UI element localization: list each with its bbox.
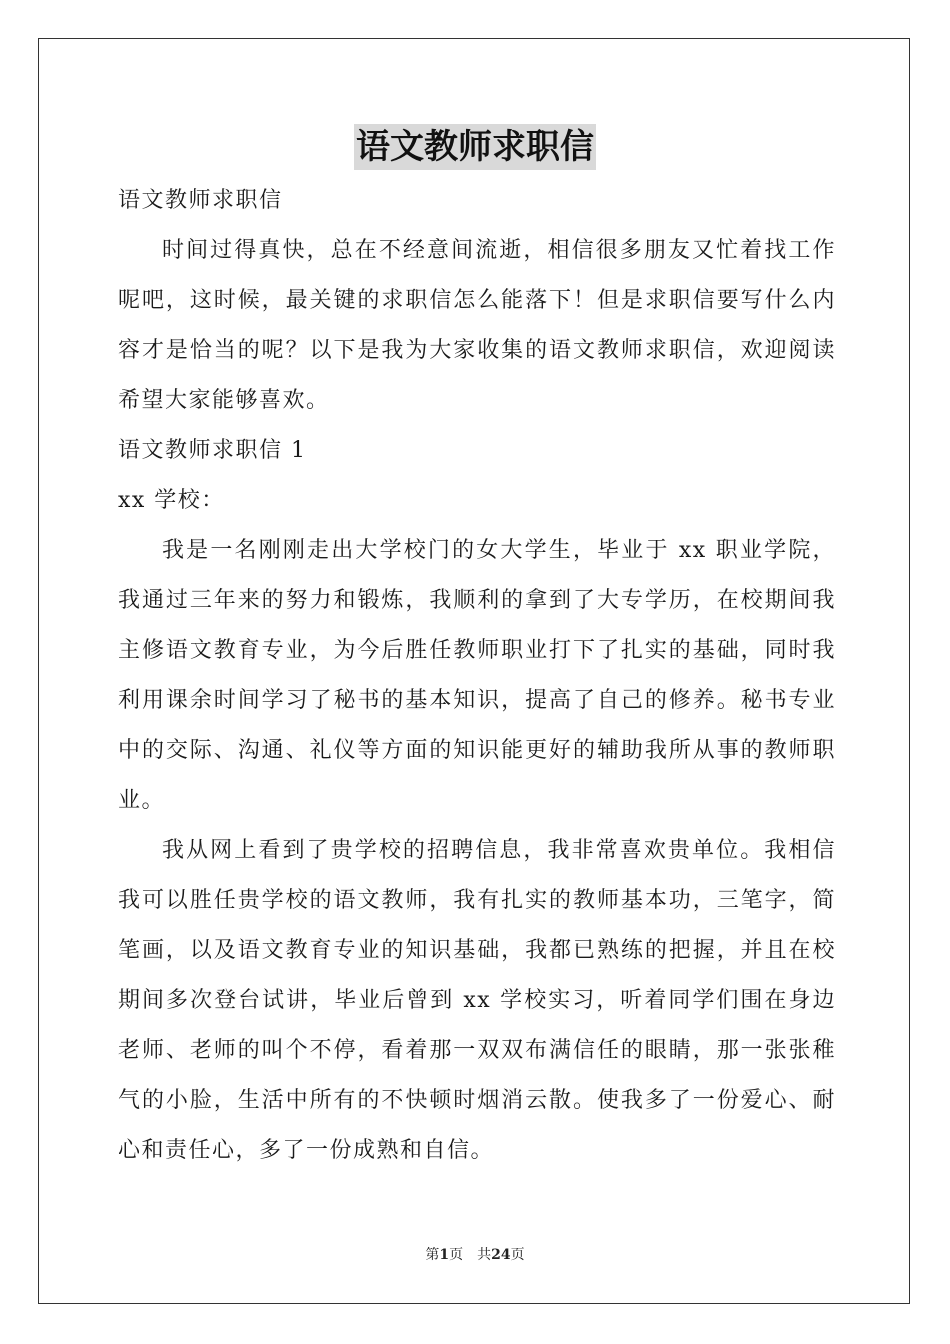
footer-total-suffix: 页 <box>510 1247 525 1263</box>
intro-paragraph: 时间过得真快，总在不经意间流逝，相信很多朋友又忙着找工作呢吧，这时候，最关键的求职信怎么能落下！但是求职信要写什么内容才是恰当的呢？以下是我为大家收集的语文教师求职信，欢迎阅读希望大家能够喜欢。 <box>118 238 836 413</box>
subtitle: 语文教师求职信 <box>118 188 283 213</box>
document-body <box>118 176 836 1176</box>
title-wrap <box>0 124 950 170</box>
footer-page-prefix: 第 <box>425 1247 440 1263</box>
footer-total-prefix: 共 <box>477 1247 492 1263</box>
body-paragraph-1: 我是一名刚刚走出大学校门的女大学生，毕业于 xx 职业学院，我通过三年来的努力和锻炼，我顺利的拿到了大专学历，在校期间我主修语文教育专业，为今后胜任教师职业打下了扎实的基础，同时我利用课余时间学习了秘书的基本知识，提高了自己的修养。秘书专业中的交际、沟通、礼仪等方面的知识能更好的辅助我所从事的教师职业。 <box>118 538 836 813</box>
document-title: 语文教师求职信 <box>354 124 596 170</box>
salutation: xx 学校： <box>118 488 225 513</box>
footer-page-number: 1 <box>439 1247 450 1263</box>
footer-page-suffix: 页 <box>449 1247 464 1263</box>
footer-total-pages: 24 <box>491 1247 511 1263</box>
page-footer <box>0 1244 950 1264</box>
section-heading: 语文教师求职信 1 <box>118 438 307 463</box>
body-paragraph-2: 我从网上看到了贵学校的招聘信息，我非常喜欢贵单位。我相信我可以胜任贵学校的语文教师，我有扎实的教师基本功，三笔字，简笔画，以及语文教育专业的知识基础，我都已熟练的把握，并且在校期间多次登台试讲，毕业后曾到 xx 学校实习，听着同学们围在身边老师、老师的叫个不停，看着那一双双布满信任的眼睛，那一张张稚气的小脸，生活中所有的不快顿时烟消云散。使我多了一份爱心、耐心和责任心，多了一份成熟和自信。 <box>118 838 836 1163</box>
